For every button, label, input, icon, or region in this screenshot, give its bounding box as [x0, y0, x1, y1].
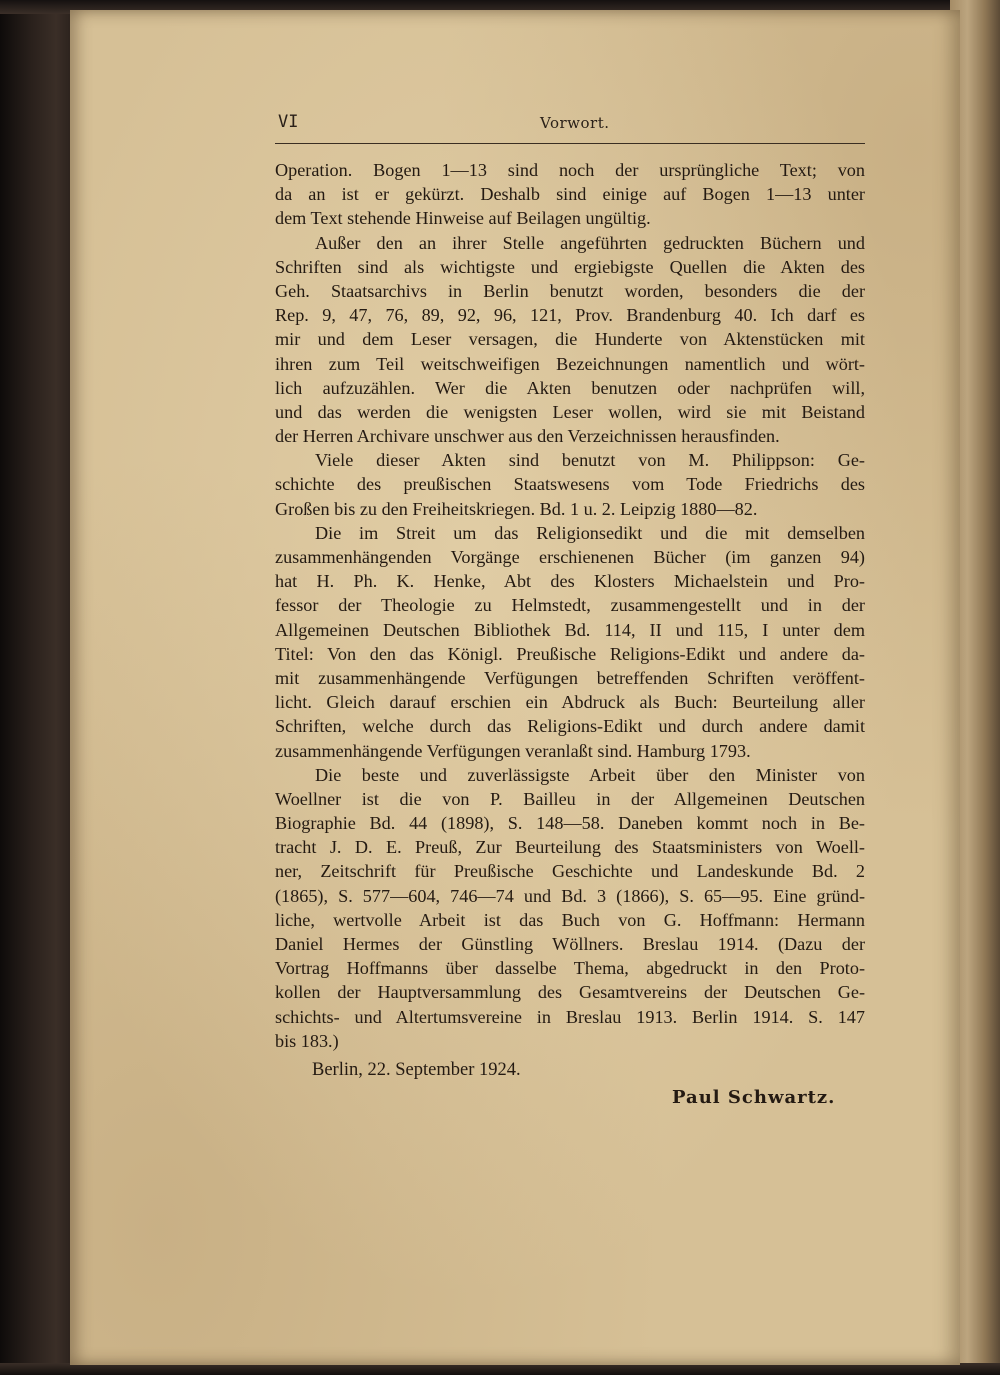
- paragraph-religionsedikt: [275, 521, 865, 763]
- text-line: Außer den an ihrer Stelle angeführten gedruckten Büchern und: [315, 232, 865, 253]
- text-line: Titel: Von den das Königl. Preußische Religions-Edikt und andere da-: [275, 643, 865, 664]
- page-number: VI: [278, 112, 299, 132]
- preface-text: [275, 158, 865, 1053]
- book-cover-left-edge: [0, 0, 80, 1375]
- text-line: mit zusammenhängende Verfügungen betreffenden Schriften veröffent-: [275, 667, 865, 688]
- text-line: lich aufzuzählen. Wer die Akten benutzen oder nachprüfen will,: [275, 377, 865, 398]
- text-line: Die im Streit um das Religionsedikt und die mit demselben: [315, 522, 865, 543]
- text-line: kollen der Hauptversammlung des Gesamtvereins der Deutschen Ge-: [275, 982, 865, 1003]
- text-line: schichts- und Altertumsvereine in Breslau 1913. Berlin 1914. S. 147: [275, 1006, 865, 1027]
- text-line: da an ist er gekürzt. Deshalb sind einige auf Bogen 1—13 unter: [275, 184, 865, 205]
- text-line: tracht J. D. E. Preuß, Zur Beurteilung des Staatsministers von Woell-: [275, 837, 865, 858]
- text-line: Schriften sind als wichtigste und ergiebigste Quellen die Akten des: [275, 256, 865, 277]
- paragraph-continuation: [275, 158, 865, 231]
- text-line: bis 183.): [275, 1030, 339, 1051]
- text-line: (1865), S. 577—604, 746—74 und Bd. 3 (1866), S. 65—95. Eine gründ-: [275, 885, 865, 906]
- text-line: liche, wertvolle Arbeit ist das Buch von G. Hoffmann: Hermann: [275, 909, 865, 930]
- running-head: Vorwort.: [540, 114, 610, 132]
- paragraph-sources: [275, 231, 865, 449]
- text-line: Allgemeinen Deutschen Bibliothek Bd. 114, II und 115, I unter dem: [275, 619, 865, 640]
- text-line: Woellner ist die von P. Bailleu in der Allgemeinen Deutschen: [275, 788, 865, 809]
- text-line: hat H. Ph. K. Henke, Abt des Klosters Michaelstein und Pro-: [275, 571, 865, 592]
- header-rule: [275, 143, 865, 144]
- text-line: Biographie Bd. 44 (1898), S. 148—58. Daneben kommt noch in Be-: [275, 813, 865, 834]
- text-line: Rep. 9, 47, 76, 89, 92, 96, 121, Prov. Brandenburg 40. Ich darf es: [275, 305, 865, 326]
- text-line: zusammenhängenden Vorgänge erschienenen Bücher (im ganzen 94): [275, 547, 865, 567]
- paragraph-woellner: [275, 763, 865, 1053]
- text-line: dem Text stehende Hinweise auf Beilagen ungültig.: [275, 208, 651, 229]
- text-line: Vortrag Hoffmanns über dasselbe Thema, abgedruckt in den Proto-: [275, 958, 865, 979]
- text-line: ner, Zeitschrift für Preußische Geschichte und Landeskunde Bd. 2: [275, 861, 865, 882]
- text-line: ihren zum Teil weitschweifigen Bezeichnungen namentlich und wört-: [275, 353, 865, 374]
- text-line: Daniel Hermes der Günstling Wöllners. Breslau 1914. (Dazu der: [275, 934, 865, 954]
- text-line: und das werden die wenigsten Leser wollen, wird sie mit Beistand: [275, 401, 865, 422]
- author-signature: Paul Schwartz.: [672, 1087, 836, 1108]
- page-header: [275, 112, 865, 142]
- text-line: Operation. Bogen 1—13 sind noch der ursprüngliche Text; von: [275, 160, 865, 180]
- text-line: fessor der Theologie zu Helmstedt, zusammengestellt und in der: [275, 595, 865, 616]
- paragraph-philippson: [275, 448, 865, 521]
- text-line: Geh. Staatsarchivs in Berlin benutzt worden, besonders die der: [275, 280, 865, 301]
- text-line: schichte des preußischen Staatswesens vom Tode Friedrichs des: [275, 474, 865, 495]
- text-line: der Herren Archivare unschwer aus den Verzeichnissen herausfinden.: [275, 426, 780, 447]
- text-line: Schriften, welche durch das Religions-Edikt und durch andere damit: [275, 716, 865, 737]
- text-line: Die beste und zuverlässigste Arbeit über den Minister von: [315, 764, 865, 785]
- text-line: Großen bis zu den Freiheitskriegen. Bd. 1 u. 2. Leipzig 1880—82.: [275, 498, 758, 519]
- text-line: licht. Gleich darauf erschien ein Abdruck als Buch: Beurteilung aller: [275, 692, 865, 713]
- text-line: mir und dem Leser versagen, die Hunderte von Aktenstücken mit: [275, 329, 865, 350]
- text-line: Viele dieser Akten sind benutzt von M. Philippson: Ge-: [315, 450, 865, 471]
- text-line: zusammenhängende Verfügungen veranlaßt sind. Hamburg 1793.: [275, 740, 751, 761]
- place-and-date: Berlin, 22. September 1924.: [312, 1060, 521, 1080]
